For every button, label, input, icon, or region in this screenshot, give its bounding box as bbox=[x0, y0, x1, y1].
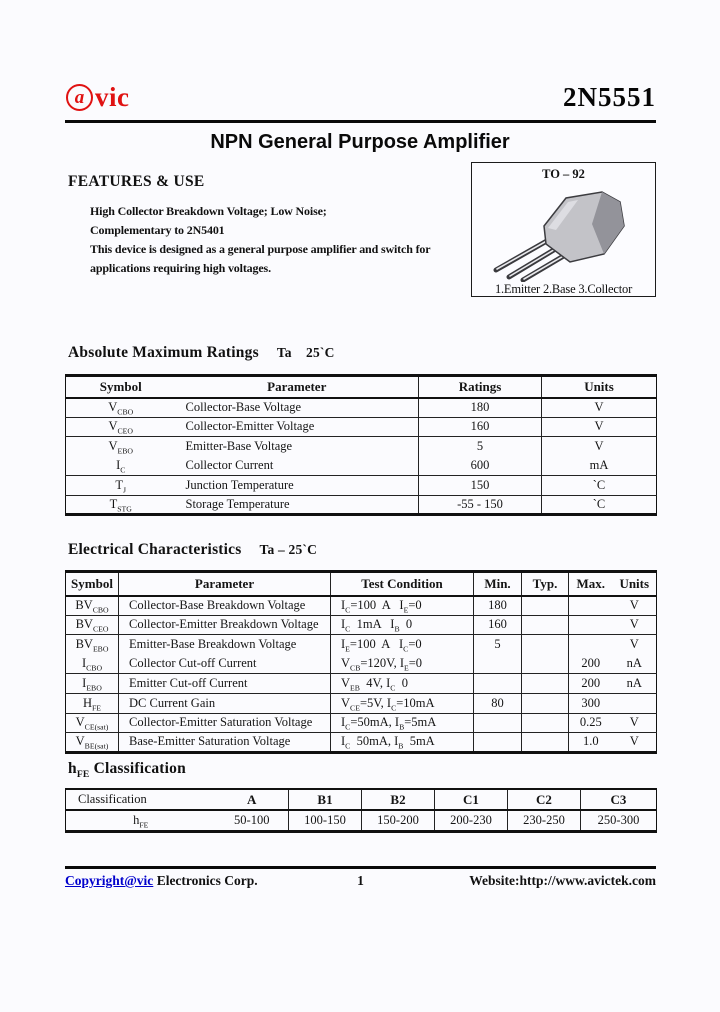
hfe-table bbox=[65, 788, 657, 833]
symbol-cell: $V_{BE(sat)}$ bbox=[75, 734, 109, 751]
unit-cell: `C bbox=[542, 476, 657, 496]
table-row bbox=[66, 596, 657, 616]
header-cell: C1 bbox=[435, 789, 508, 810]
rating-cell: 150 bbox=[419, 476, 542, 496]
typ-cell bbox=[522, 693, 569, 713]
symbol-cell: $H_{FE}$ bbox=[82, 695, 102, 713]
header-cell: Test Condition bbox=[331, 572, 474, 596]
part-number: 2N5551 bbox=[563, 82, 656, 112]
unit-cell: V bbox=[542, 398, 657, 418]
parameter-cell: Collector Cut-off Current bbox=[119, 654, 331, 674]
page-number: 1 bbox=[357, 873, 364, 888]
copyright-link[interactable]: Copyright@vic bbox=[65, 873, 154, 888]
logo-at-mark: a bbox=[66, 84, 93, 111]
parameter-cell: Collector-Base Breakdown Voltage bbox=[119, 596, 331, 616]
symbol-cell: $I_C$ bbox=[116, 458, 126, 475]
value-cell: 100-150 bbox=[289, 810, 362, 831]
abs-max-table bbox=[65, 374, 657, 516]
parameter-cell: Emitter-Base Breakdown Voltage bbox=[119, 635, 331, 655]
min-cell: 5 bbox=[474, 635, 522, 655]
value-cell: 150-200 bbox=[362, 810, 435, 831]
max-cell: 0.25 bbox=[579, 715, 602, 730]
max-cell bbox=[569, 598, 613, 613]
typ-cell bbox=[522, 596, 569, 616]
table-row bbox=[66, 674, 657, 694]
condition-cell: $I_C$ 1mA $I_B$ 0 bbox=[331, 615, 474, 635]
value-cell: 200-230 bbox=[435, 810, 508, 831]
parameter-cell: Emitter-Base Voltage bbox=[185, 439, 293, 453]
unit-cell: mA bbox=[542, 456, 657, 476]
table-row bbox=[66, 456, 657, 476]
symbol-cell: $BV_{CBO}$ bbox=[75, 598, 109, 615]
footer bbox=[65, 873, 656, 889]
unit-cell: `C bbox=[542, 495, 657, 515]
header-cell: Parameter bbox=[267, 378, 327, 394]
table-row bbox=[66, 417, 657, 437]
symbol-cell: $V_{CE(sat)}$ bbox=[75, 715, 109, 732]
header-cell: Min. bbox=[474, 572, 522, 596]
row-label-cell: $h_{FE}$ bbox=[133, 812, 149, 830]
typ-cell bbox=[522, 674, 569, 694]
header-cell: Symbol bbox=[99, 378, 142, 394]
min-cell: 180 bbox=[474, 596, 522, 616]
feature-line: High Collector Breakdown Voltage; Low Noise; bbox=[90, 204, 327, 218]
header-rule bbox=[65, 120, 656, 123]
unit-cell: V bbox=[542, 437, 657, 457]
table-row bbox=[66, 810, 657, 831]
table-row bbox=[66, 713, 657, 733]
min-cell: 160 bbox=[474, 615, 522, 635]
symbol-cell: $V_{EBO}$ bbox=[108, 439, 134, 456]
footer-rule bbox=[65, 866, 656, 869]
value-cell: 50-100 bbox=[234, 812, 270, 827]
brand-logo bbox=[66, 84, 130, 111]
pinout-caption: 1.Emitter 2.Base 3.Collector bbox=[494, 282, 633, 296]
min-cell bbox=[474, 713, 522, 733]
unit-cell bbox=[613, 696, 657, 711]
symbol-cell: $BV_{EBO}$ bbox=[75, 637, 109, 654]
table-row bbox=[66, 495, 657, 515]
units-header: Units bbox=[619, 575, 650, 591]
header-cell: C3 bbox=[581, 789, 657, 810]
min-cell: 80 bbox=[474, 693, 522, 713]
value-cell: 230-250 bbox=[508, 810, 581, 831]
page-title: NPN General Purpose Amplifier bbox=[210, 131, 510, 153]
unit-cell: V bbox=[629, 734, 639, 749]
electrical-heading-text: Electrical Characteristics bbox=[68, 541, 242, 558]
unit-cell: nA bbox=[626, 676, 642, 691]
table-header-row bbox=[66, 572, 657, 596]
feature-line: applications requiring high voltages. bbox=[90, 261, 271, 275]
symbol-cell: $V_{CEO}$ bbox=[108, 419, 134, 436]
typ-cell bbox=[522, 733, 569, 753]
electrical-table bbox=[65, 570, 657, 754]
condition-cell: $I_E=100$ A $I_C=0$ bbox=[331, 635, 474, 655]
max-cell: 300 bbox=[581, 695, 601, 710]
table-row bbox=[66, 733, 657, 753]
table-row bbox=[66, 615, 657, 635]
value-cell: 250-300 bbox=[581, 810, 657, 831]
website-text: Website:http://www.avictek.com bbox=[469, 873, 656, 888]
copyright-text: Electronics Corp. bbox=[156, 873, 258, 888]
typ-cell bbox=[522, 713, 569, 733]
package-box bbox=[471, 162, 656, 297]
table-header-row bbox=[66, 789, 657, 810]
header-cell: B1 bbox=[289, 789, 362, 810]
parameter-cell: Collector-Base Voltage bbox=[185, 400, 302, 414]
package-name: TO – 92 bbox=[542, 167, 585, 181]
abs-max-heading bbox=[68, 344, 335, 362]
unit-cell: V bbox=[629, 637, 639, 652]
table-row bbox=[66, 437, 657, 457]
condition-cell: $V_{CE}=5V$, $I_C=10mA$ bbox=[331, 693, 474, 713]
symbol-cell: $V_{CBO}$ bbox=[108, 400, 134, 417]
typ-cell bbox=[522, 615, 569, 635]
header-cell: Symbol bbox=[71, 575, 113, 591]
header-cell: C2 bbox=[508, 789, 581, 810]
unit-cell: V bbox=[629, 715, 639, 730]
feature-line: Complementary to 2N5401 bbox=[90, 223, 225, 237]
header-cell: Parameter bbox=[119, 572, 331, 596]
symbol-cell: $I_{CBO}$ bbox=[81, 656, 103, 673]
features-section bbox=[68, 173, 468, 278]
parameter-cell: Collector-Emitter Saturation Voltage bbox=[119, 713, 331, 733]
hfe-heading: $h_{FE}$ Classification bbox=[68, 760, 186, 781]
parameter-cell: Junction Temperature bbox=[185, 477, 294, 492]
header-cell: Ratings bbox=[419, 376, 542, 398]
table-row bbox=[66, 693, 657, 713]
condition-cell: $I_C$ 50mA, $I_B$ 5mA bbox=[331, 733, 474, 753]
typ-cell bbox=[522, 635, 569, 655]
condition-cell: $V_{EB}$ 4V, $I_C$ 0 bbox=[331, 674, 474, 694]
condition-cell: $V_{CB}=120V$, $I_E=0$ bbox=[331, 654, 474, 674]
rating-cell: 160 bbox=[419, 417, 542, 437]
table-row bbox=[66, 398, 657, 418]
max-cell: 200 bbox=[581, 676, 601, 691]
rating-cell: 180 bbox=[419, 398, 542, 418]
table-row bbox=[66, 476, 657, 496]
typ-cell bbox=[522, 654, 569, 674]
unit-cell: V bbox=[629, 617, 639, 632]
parameter-cell: Emitter Cut-off Current bbox=[119, 674, 331, 694]
rating-cell: 600 bbox=[419, 456, 542, 476]
rating-cell: -55 - 150 bbox=[419, 495, 542, 515]
min-cell bbox=[474, 674, 522, 694]
header-cell: B2 bbox=[362, 789, 435, 810]
max-cell: 1.0 bbox=[582, 734, 599, 749]
symbol-cell: $I_{EBO}$ bbox=[82, 676, 102, 693]
abs-max-heading-text: Absolute Maximum Ratings bbox=[68, 344, 259, 361]
header-cell: Units bbox=[542, 376, 657, 398]
max-header: Max. bbox=[576, 575, 606, 591]
table-header-row bbox=[66, 376, 657, 398]
unit-cell: V bbox=[629, 598, 639, 613]
symbol-cell: $BV_{CEO}$ bbox=[75, 617, 109, 634]
table-row bbox=[66, 654, 657, 674]
symbol-cell: $T_{STG}$ bbox=[109, 496, 132, 514]
max-cell: 200 bbox=[581, 656, 601, 671]
header-cell: A bbox=[247, 791, 257, 807]
header-cell: Typ. bbox=[522, 572, 569, 596]
abs-max-condition: Ta 25`C bbox=[276, 345, 335, 360]
condition-cell: $I_C=50mA$, $I_B=5mA$ bbox=[331, 713, 474, 733]
electrical-heading bbox=[68, 541, 317, 559]
logo-text: vic bbox=[95, 82, 130, 112]
header-cell bbox=[569, 572, 657, 596]
max-cell bbox=[569, 617, 613, 632]
rating-cell: 5 bbox=[419, 437, 542, 457]
parameter-cell: Base-Emitter Saturation Voltage bbox=[119, 733, 331, 753]
header-cell: Classification bbox=[78, 792, 147, 806]
to92-package-drawing bbox=[472, 182, 655, 282]
parameter-cell: Collector-Emitter Breakdown Voltage bbox=[119, 615, 331, 635]
condition-cell: $I_C=100$ A $I_E=0$ bbox=[331, 596, 474, 616]
parameter-cell: Collector-Emitter Voltage bbox=[185, 419, 315, 434]
parameter-cell: Storage Temperature bbox=[185, 496, 290, 511]
parameter-cell: Collector Current bbox=[185, 458, 274, 472]
electrical-condition: Ta – 25`C bbox=[259, 542, 318, 557]
parameter-cell: DC Current Gain bbox=[119, 693, 331, 713]
max-cell bbox=[569, 637, 613, 652]
table-row bbox=[66, 635, 657, 655]
unit-cell: nA bbox=[626, 656, 642, 671]
symbol-cell: $T_J$ bbox=[115, 477, 127, 495]
min-cell bbox=[474, 654, 522, 674]
feature-line: This device is designed as a general purpose amplifier and switch for bbox=[90, 242, 431, 256]
copyright bbox=[65, 873, 341, 889]
unit-cell: V bbox=[542, 417, 657, 437]
min-cell bbox=[474, 733, 522, 753]
features-heading: FEATURES & USE bbox=[68, 173, 205, 190]
